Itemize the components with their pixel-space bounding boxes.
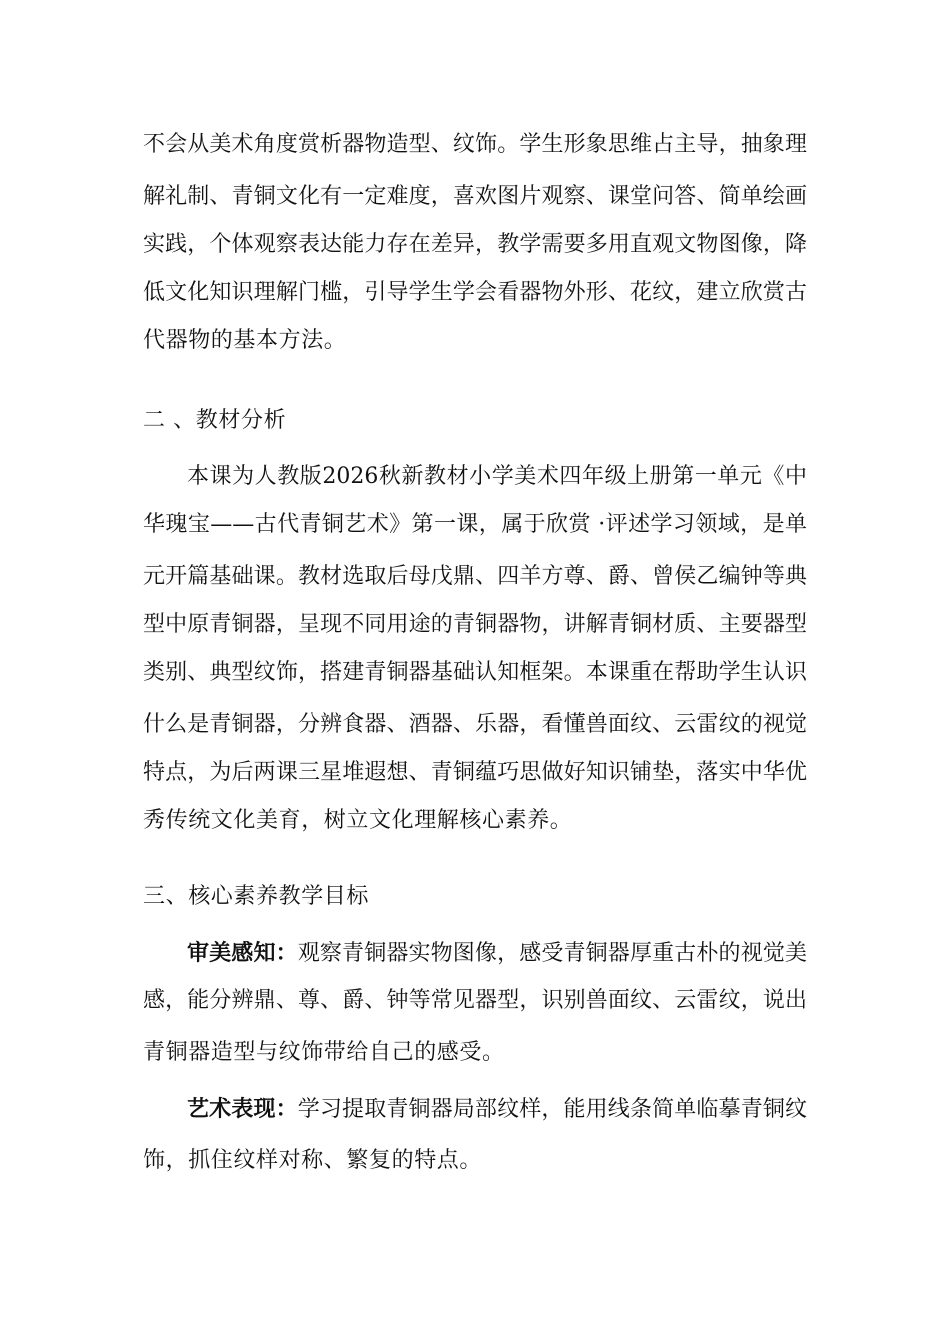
objective-line [187, 1092, 807, 1126]
paragraph-line: 型中原青铜器，呈现不同用途的青铜器物，讲解青铜材质、主要器型 [143, 612, 807, 637]
paragraph-line: 实践，个体观察表达能力存在差异，教学需要多用直观文物图像，降 [143, 232, 807, 257]
paragraph-line: 特点，为后两课三星堆遐想、青铜蕴巧思做好知识铺垫，落实中华优 [143, 760, 807, 785]
paragraph-line: 饰，抓住纹样对称、繁复的特点。 [143, 1148, 483, 1173]
objective-label: 审美感知： [187, 940, 298, 966]
section-heading: 三、核心素养教学目标 [143, 884, 370, 909]
paragraph-line: 青铜器造型与纹饰带给自己的感受。 [143, 1040, 505, 1065]
paragraph-line: 感，能分辨鼎、尊、爵、钟等常见器型，识别兽面纹、云雷纹，说出 [143, 988, 807, 1013]
paragraph-line: 解礼制、青铜文化有一定难度，喜欢图片观察、课堂问答、简单绘画 [143, 184, 807, 209]
paragraph-line: 代器物的基本方法。 [143, 328, 347, 353]
paragraph-line: 不会从美术角度赏析器物造型、纹饰。学生形象思维占主导，抽象理 [143, 132, 807, 157]
paragraph-line: 类别、典型纹饰，搭建青铜器基础认知框架。本课重在帮助学生认识 [143, 660, 807, 685]
objective-text: 观察青铜器实物图像，感受青铜器厚重古朴的视觉美 [297, 941, 807, 966]
paragraph-line: 什么是青铜器，分辨食器、酒器、乐器，看懂兽面纹、云雷纹的视觉 [143, 712, 807, 737]
objective-text: 学习提取青铜器局部纹样，能用线条简单临摹青铜纹 [297, 1097, 807, 1122]
paragraph-line: 华瑰宝——古代青铜艺术》第一课，属于欣赏 ·评述学习领域，是单 [143, 512, 807, 537]
paragraph-line: 秀传统文化美育，树立文化理解核心素养。 [143, 808, 573, 833]
paragraph-line: 低文化知识理解门槛，引导学生学会看器物外形、花纹，建立欣赏古 [143, 280, 807, 305]
objective-label: 艺术表现： [187, 1096, 298, 1122]
objective-line [187, 936, 807, 970]
section-heading: 二 、教材分析 [143, 408, 287, 433]
paragraph-line: 元开篇基础课。教材选取后母戊鼎、四羊方尊、爵、曾侯乙编钟等典 [143, 564, 807, 589]
paragraph-line: 本课为人教版2026秋新教材小学美术四年级上册第一单元《中 [187, 464, 807, 489]
